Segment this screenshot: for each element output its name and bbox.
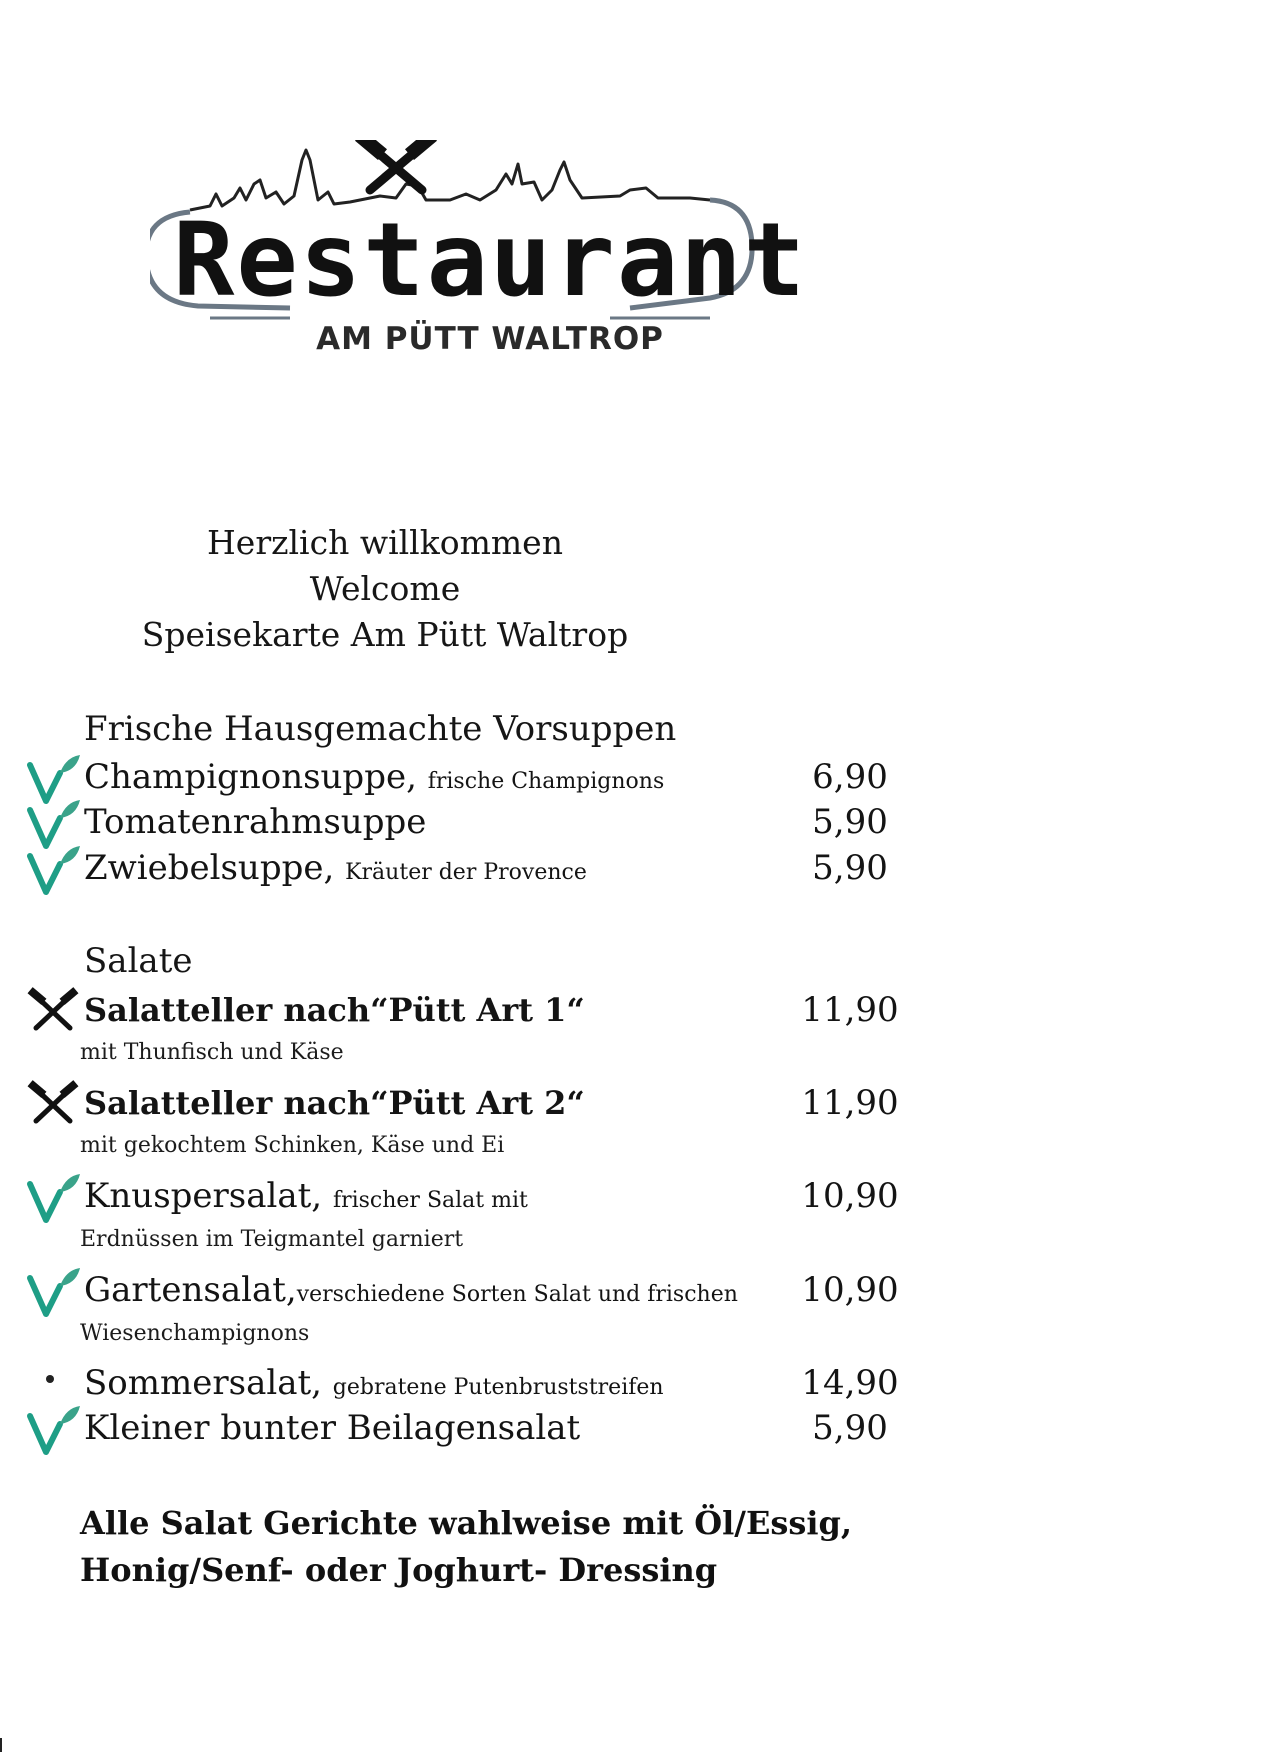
item-description: gebratene Putenbruststreifen xyxy=(332,1375,664,1400)
section-title-salads: Salate xyxy=(84,941,193,981)
item-price: 5,90 xyxy=(812,848,888,888)
item-description: verschiedene Sorten Salat und frischen xyxy=(296,1282,738,1307)
crossed-hammers-icon xyxy=(26,984,84,1038)
welcome-line-german: Herzlich willkommen xyxy=(207,523,563,562)
menu-item xyxy=(0,802,1275,846)
item-price: 5,90 xyxy=(812,1408,888,1448)
scan-edge-mark xyxy=(0,1738,2,1752)
dressing-note-line1: Alle Salat Gerichte wahlweise mit Öl/Essig, xyxy=(80,1504,853,1542)
item-name: Kleiner bunter Beilagensalat xyxy=(84,1408,581,1448)
dressing-note xyxy=(80,1500,852,1594)
item-price: 10,90 xyxy=(801,1176,899,1216)
menu-item xyxy=(0,848,1275,892)
menu-title: Speisekarte Am Pütt Waltrop xyxy=(141,615,629,654)
menu-item xyxy=(0,990,1275,1034)
item-name: Salatteller nach“Pütt Art 2“ xyxy=(84,1084,585,1122)
vegetarian-v-icon xyxy=(26,1402,84,1456)
crossed-hammers-icon xyxy=(26,1077,84,1131)
welcome-line-english: Welcome xyxy=(309,569,461,608)
item-description: frische Champignons xyxy=(427,769,665,794)
welcome-block xyxy=(100,520,670,658)
item-detail: mit Thunfisch und Käse xyxy=(80,1040,344,1065)
section-title-soups: Frische Hausgemachte Vorsuppen xyxy=(84,709,677,749)
vegetarian-v-icon xyxy=(26,1170,84,1224)
bullet-icon xyxy=(46,1375,54,1383)
restaurant-logo xyxy=(150,140,850,380)
crossed-hammers-icon xyxy=(355,140,437,190)
item-name: Salatteller nach“Pütt Art 1“ xyxy=(84,991,585,1029)
item-name: Zwiebelsuppe, xyxy=(84,848,335,888)
vegetarian-v-icon xyxy=(26,842,84,896)
vegetarian-v-icon xyxy=(26,1264,84,1318)
dressing-note-line2: Honig/Senf- oder Joghurt- Dressing xyxy=(80,1551,718,1589)
item-price: 11,90 xyxy=(801,1083,899,1123)
item-name: Knuspersalat, xyxy=(84,1176,323,1216)
item-price: 14,90 xyxy=(801,1363,899,1403)
item-name: Gartensalat, xyxy=(84,1270,297,1310)
item-price: 5,90 xyxy=(812,802,888,842)
item-detail: Erdnüssen im Teigmantel garniert xyxy=(80,1227,464,1252)
menu-item xyxy=(0,757,1275,801)
item-name: Champignonsuppe, xyxy=(84,757,417,797)
item-detail: mit gekochtem Schinken, Käse und Ei xyxy=(80,1133,505,1158)
menu-item xyxy=(0,1176,1275,1220)
menu-item xyxy=(0,1270,1275,1314)
item-price: 10,90 xyxy=(801,1270,899,1310)
logo-title: Restaurant xyxy=(172,201,808,320)
item-description: frischer Salat mit xyxy=(332,1188,528,1213)
item-name: Tomatenrahmsuppe xyxy=(84,802,427,842)
menu-item xyxy=(0,1408,1275,1452)
item-description: Kräuter der Provence xyxy=(345,860,587,885)
item-name: Sommersalat, xyxy=(84,1363,322,1403)
item-price: 6,90 xyxy=(812,757,888,797)
item-detail: Wiesenchampignons xyxy=(80,1321,310,1346)
item-price: 11,90 xyxy=(801,990,899,1030)
logo-subtitle: AM PÜTT WALTROP xyxy=(316,321,664,357)
menu-item xyxy=(0,1083,1275,1127)
menu-item xyxy=(0,1363,1275,1407)
